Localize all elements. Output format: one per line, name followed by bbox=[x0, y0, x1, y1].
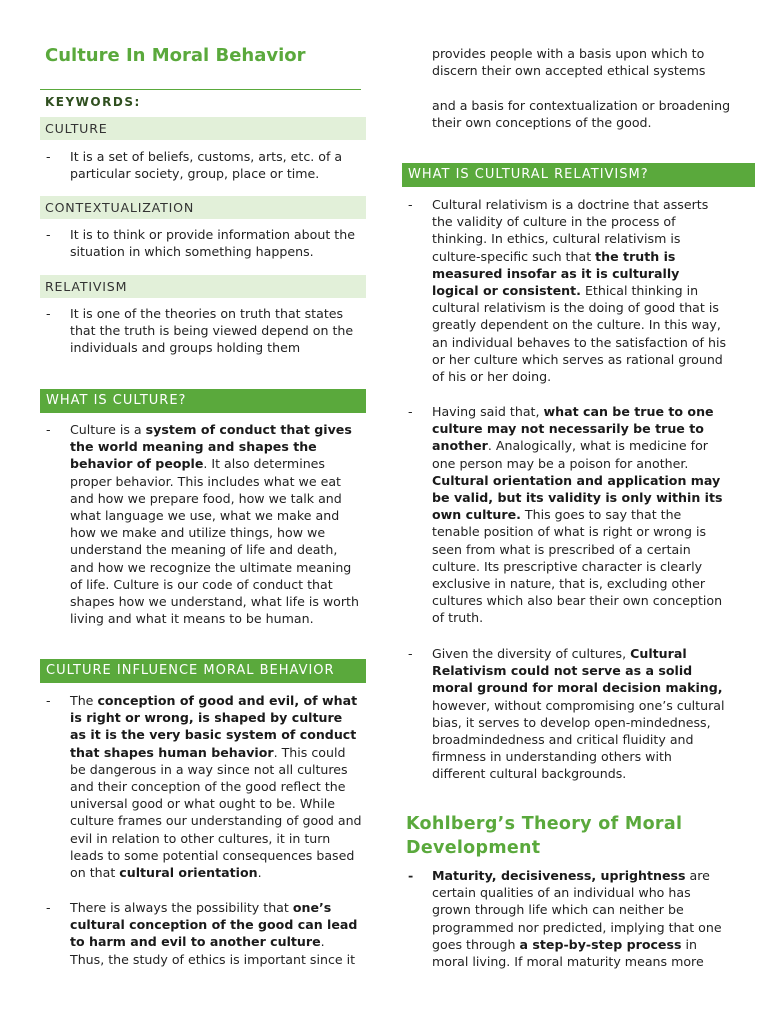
keyword-definition-contextualization bbox=[46, 226, 362, 260]
keyword-heading-culture: CULTURE bbox=[40, 117, 366, 140]
paragraph-kohlberg bbox=[408, 867, 726, 970]
definition-text: It is a set of beliefs, customs, arts, etc. of a particular society, group, place or time. bbox=[70, 149, 343, 182]
bullet-dash: - bbox=[408, 197, 413, 212]
paragraph-text: Maturity, decisiveness, uprightness are certain qualities of an individual who has grown through life which can neither be programmed nor predicted, implying that one goes through a step-by-step process in moral living. If moral maturity means more bbox=[432, 868, 722, 970]
bullet-dash: - bbox=[46, 422, 51, 437]
paragraph-text: The conception of good and evil, of what is right or wrong, is shaped by culture as it is the very basic system of conduct that shapes human behavior. This could be dangerous in a way since not all cultures and their conception of the good reflect the universal good or what ought to be. While culture frames our understanding of good and evil in relation to other cultures, it in turn leads to some potential consequences based on that cultural orientation. bbox=[70, 693, 362, 881]
definition-text: It is one of the theories on truth that states that the truth is being viewed depend on the individuals and groups holding them bbox=[70, 306, 354, 356]
title-divider bbox=[40, 89, 361, 90]
bullet-dash: - bbox=[408, 646, 413, 661]
bullet-dash: - bbox=[46, 306, 51, 321]
paragraph-text: Having said that, what can be true to one culture may not necessarily be true to another. Analogically, what is medicine for one person may be a poison for another. Cultural orientation and application may be valid, but its validity is only within its own culture. This goes to say that the tenable position of what is right or wrong is seen from what is prescribed of a certain culture. Its prescriptive character is clearly exclusive in nature, that is, excluding other cultures which also bear their own conception of truth. bbox=[432, 404, 723, 626]
bullet-dash: - bbox=[408, 868, 414, 883]
bullet-dash: - bbox=[46, 149, 51, 164]
bullet-dash: - bbox=[46, 900, 51, 915]
paragraph-cultural-relativism-3 bbox=[408, 645, 726, 783]
continued-paragraph: provides people with a basis upon which to discern their own accepted ethical systems bbox=[432, 46, 706, 79]
continued-paragraph-2: and a basis for contextualization or broadening their own conceptions of the good. bbox=[432, 98, 731, 131]
section-heading-cultural-relativism: WHAT IS CULTURAL RELATIVISM? bbox=[402, 163, 755, 187]
paragraph-text: Given the diversity of cultures, Cultural Relativism could not serve as a solid moral ground for moral decision making, however, without compromising one’s cultural bias, it serves to develop open-mindedness, broadmindedness and critical fluidity and firmness in understanding others with different cultural backgrounds. bbox=[432, 646, 725, 782]
paragraph-what-is-culture bbox=[46, 421, 362, 627]
paragraph-text: Cultural relativism is a doctrine that asserts the validity of culture in the process of thinking. In ethics, cultural relativism is culture-specific such that the truth is measured insofar as it is culturally logical or consistent. Ethical thinking in cultural relativism is the doing of good that is greatly dependent on the culture. In this way, an individual behaves to the satisfaction of his or her culture which serves as rational ground of his or her doing. bbox=[432, 197, 727, 385]
section-heading-culture-influence: CULTURE INFLUENCE MORAL BEHAVIOR bbox=[40, 659, 366, 683]
paragraph-text: Culture is a system of conduct that gives the world meaning and shapes the behavior of people. It also determines proper behavior. This includes what we eat and how we prepare food, how we talk and what language we use, what we make and how we make and utilize things, how we understand the meaning of life and death, and how we recognize the ultimate meaning of life. Culture is our code of conduct that shapes how we understand, what life is worth living and what it means to be human. bbox=[70, 422, 359, 627]
keyword-definition-relativism bbox=[46, 305, 362, 357]
section-heading-kohlberg: Kohlberg’s Theory of Moral Development bbox=[406, 814, 683, 858]
section-heading-what-is-culture: WHAT IS CULTURE? bbox=[40, 389, 366, 413]
keyword-definition-culture bbox=[46, 148, 362, 182]
bullet-dash: - bbox=[46, 693, 51, 708]
keyword-heading-contextualization: CONTEXTUALIZATION bbox=[40, 196, 366, 219]
definition-text: It is to think or provide information about the situation in which something happens. bbox=[70, 227, 355, 260]
bullet-dash: - bbox=[408, 404, 413, 419]
keyword-heading-relativism: RELATIVISM bbox=[40, 275, 366, 298]
paragraph-culture-influence-1 bbox=[46, 692, 362, 881]
bullet-dash: - bbox=[46, 227, 51, 242]
paragraph-text: There is always the possibility that one’s cultural conception of the good can lead to harm and evil to another culture. Thus, the study of ethics is important since it bbox=[70, 900, 358, 967]
paragraph-culture-influence-2 bbox=[46, 899, 362, 968]
keywords-label: KEYWORDS: bbox=[45, 95, 141, 109]
page-title: Culture In Moral Behavior bbox=[45, 45, 306, 66]
paragraph-cultural-relativism-2 bbox=[408, 403, 726, 627]
paragraph-cultural-relativism-1 bbox=[408, 196, 726, 385]
